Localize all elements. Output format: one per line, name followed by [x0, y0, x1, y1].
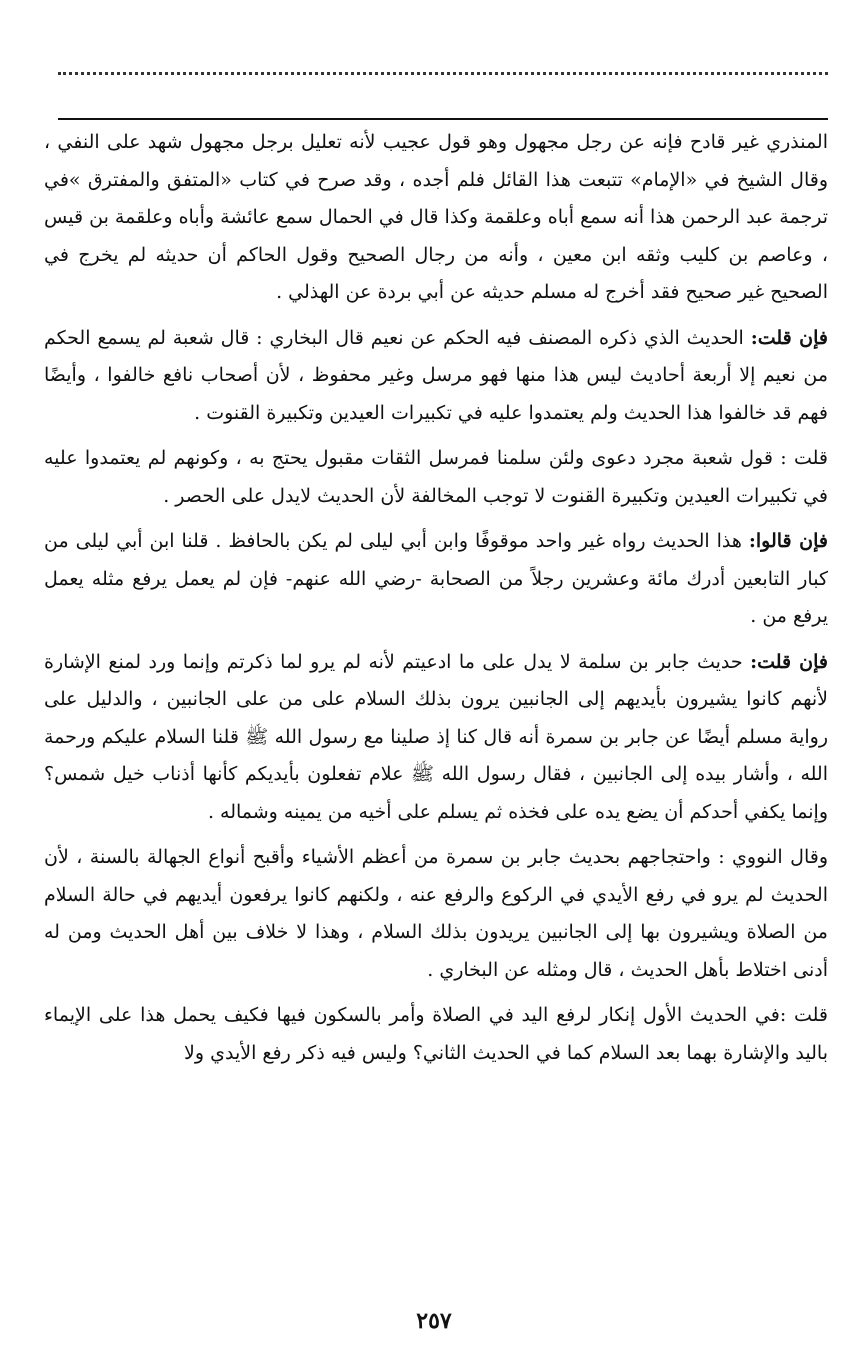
page-number: ٢٥٧	[416, 1308, 452, 1334]
header-dotted-line	[58, 58, 828, 75]
paragraph-text: الحديث الذي ذكره المصنف فيه الحكم عن نعيم قال البخاري : قال شعبة لم يسمع الحكم من نعيم إلا أربعة أحاديث ليس هذا منها فهو مرسل وغير محفوظ ، لأن أصحاب نافع خالفوا ، وأيضًا فهم قد خالفوا هذا الحديث ولم يعتمدوا عليه في تكبيرات العيدين وتكبيرة القنوت .	[44, 326, 828, 424]
paragraph-lead: فإن قلت:	[750, 650, 828, 673]
paragraph-lead: فإن قالوا:	[748, 530, 828, 552]
paragraph-7	[44, 997, 828, 1072]
paragraph-3	[44, 440, 828, 515]
paragraph-text: هذا الحديث رواه غير واحد موقوفًا وابن أبي ليلى لم يكن بالحافظ . قلنا ابن أبي ليلى من كبار التابعين أدرك مائة وعشرين رجلاً من الصحابة -رضي الله عنهم- فإن لم يعمل يرفع مثله يعمل يرفع من .	[44, 530, 828, 627]
page-body	[44, 124, 828, 1072]
paragraph-text: وقال النووي : واحتجاجهم بحديث جابر بن سمرة من أعظم الأشياء وأقبح أنواع الجهالة بالسنة ، لأن الحديث لم يرو في رفع الأيدي في الركوع والرفع عنه ، ولكنهم كانوا يرفعون أيديهم في حالة السلام من الصلاة ويشيرون بها إلى الجانبين يريدون بذلك السلام ، وهذا لا خلاف بين أهل الحديث ومن له أدنى اختلاط بأهل الحديث ، قال ومثله عن البخاري .	[44, 846, 828, 981]
header-rule	[58, 118, 828, 120]
paragraph-5	[44, 644, 828, 832]
paragraph-1	[44, 124, 828, 312]
paragraph-text: قلت : قول شعبة مجرد دعوى ولئن سلمنا فمرسل الثقات مقبول يحتج به ، وكونهم لم يعتمدوا عليه في تكبيرات العيدين وتكبيرة القنوت لا توجب المخالفة لأن الحديث لايدل على الحصر .	[44, 447, 828, 507]
paragraph-6	[44, 839, 828, 989]
paragraph-lead: فإن قلت:	[750, 326, 828, 349]
paragraph-text: المنذري غير قادح فإنه عن رجل مجهول وهو قول عجيب لأنه تعليل برجل مجهول شهد على النفي ، وقال الشيخ في «الإمام» تتبعت هذا القائل فلم أجده ، وقد صرح في كتاب «المتفق والمفترق »في ترجمة عبد الرحمن هذا أنه سمع أباه وعلقمة وكذا قال في الحمال سمع عائشة وأباه وعلقمة بن قيس ، وعاصم بن كليب وثقه ابن معين ، وأنه من رجال الصحيح وقول الحاكم أن حديثه لم يخرج في الصحيح غير صحيح فقد أخرج له مسلم حديثه عن أبي بردة عن الهذلي .	[44, 131, 828, 303]
paragraph-text: قلت :في الحديث الأول إنكار لرفع اليد في الصلاة وأمر بالسكون فيها فكيف يحمل هذا على الإيماء باليد والإشارة بهما بعد السلام كما في الحديث الثاني؟ وليس فيه ذكر رفع الأيدي ولا	[44, 1004, 828, 1064]
paragraph-2	[44, 320, 828, 433]
paragraph-text: حديث جابر بن سلمة لا يدل على ما ادعيتم لأنه لم يرو لما ذكرتم وإنما ورد لمنع الإشارة لأنهم كانوا يشيرون بأيديهم إلى الجانبين يرون بذلك السلام على من على الجانبين ، والدليل على رواية مسلم أيضًا عن جابر بن سمرة أنه قال كنا إذ صلينا مع رسول الله ﷺ قلنا السلام عليكم ورحمة الله ، وأشار بيده إلى الجانبين ، فقال رسول الله ﷺ علام تفعلون بأيديكم كأنها أذناب خيل شمس؟ وإنما يكفي أحدكم أن يضع يده على فخذه ثم يسلم على أخيه من يمينه وشماله .	[44, 650, 828, 823]
paragraph-4	[44, 523, 828, 636]
